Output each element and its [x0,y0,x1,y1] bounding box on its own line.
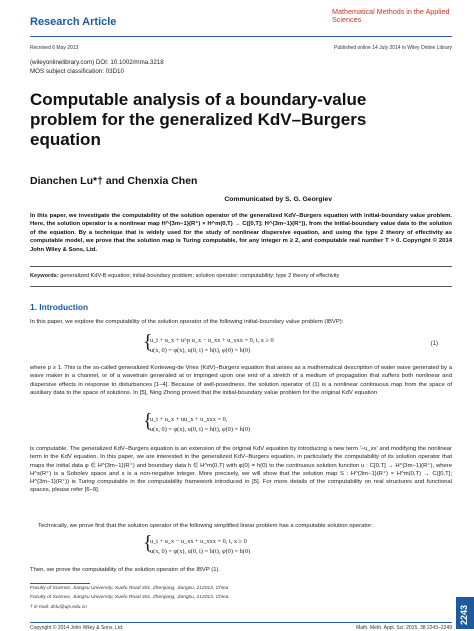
keywords [30,273,452,279]
copyright-notice: Copyright © 2014 John Wiley & Sons, Ltd. [30,625,124,631]
equation-2-line-2: u(x, 0) = φ(x), u(0, t) = h(t), φ(0) = h(0) [150,426,251,433]
keywords-bottom-rule [30,286,452,287]
equation-1-line-1: u_t + u_x + u^p u_x − u_xx + u_xxx = 0, t, x ≥ 0 [150,337,274,344]
footnote-affiliation-2: Faculty of Science, Jiangsu University, Xuefu Road 301, Zhenjiang, Jiangsu, 212013, China. [30,595,230,600]
keywords-label: Keywords: [30,273,59,279]
paper-title: Computable analysis of a boundary-value problem for the generalized KdV–Burgers equation [30,90,367,149]
intro-paragraph-5: Then, we prove the computability of the solution operator of the IBVP (1). [30,567,221,573]
citation-line: Math. Meth. Appl. Sci. 2015, 38 2243–2249 [356,625,452,631]
eq1-brace: { [143,331,153,353]
intro-paragraph-4: Technically, we prove first that the solution operator of the following simplified linear problem has a computable solution operator: [38,523,373,529]
msc-classification: MOS subject classification: 03D10 [30,68,124,75]
equation-3-line-1: u_t + u_x − u_xx + u_xxx = 0, t, x ≥ 0 [150,538,247,545]
equation-3-line-2: u(x, 0) = φ(x), u(0, t) = h(t), φ(0) = h(0) [150,548,251,555]
footnote-rule [30,583,90,584]
footnote-email[interactable]: † E-mail: dclu@ujs.edu.cn [30,605,87,610]
intro-paragraph-2: where p ≥ 1. This is the so-called generalized Korteweg-de Vries (KdV)–Burgers equation that arises as a mathematical description of water wave generated by a wave maker in a channel, or of a wavetrain generated at or impinged upon one end of a stretch of a medium of propagation that suffers both nonlinear and dispersive effects in response to disturbances [1–4]. Because of well-posedness, the solution operator of (1) is a nonlinear continuous map from the space of auxiliary data to the space of solutions. In [5], Ning Zhong proved that the initial-boundary value problem for the original KdV equation [30,365,452,396]
page-number: 2243 [459,604,469,625]
equation-2-line-1: u_t + u_x + uu_x + u_xxx = 0, [150,416,228,423]
communicated-by: Communicated by S. G. Georgiev [224,196,332,203]
intro-paragraph-1: In this paper, we explore the computability of the solution operator of the following initial-boundary value problem (IBVP): [30,319,344,325]
abstract: In this paper, we investigate the computability of the solution operator of the generalized KdV–Burgers equation with initial-boundary value problem. Here, the solution operator is a nonlinear map H^{3m−1}(R⁺) × H^m(0,T) → C([0,T]; H^{3m−1}(R⁺)), from the initial-boundary value data to the solution of the equation. By a technique that is widely used for the study of nonlinear dispersive equation, and using the type 2 theory of effectivity as computable model, we prove that the solution map is Turing computable, for any integer m ≥ 2, and computable real number T > 0. Copyright © 2014 John Wiley & Sons, Ltd. [30,213,452,253]
footer-rule [30,622,452,623]
keywords-text: generalized KdV-B equation; initial-boundary problem; solution operator; computability; type 2 theory of effectivity [60,273,340,279]
header-rule [30,36,452,37]
received-date: Received 6 May 2013 [30,45,79,51]
section-heading: 1. Introduction [30,302,89,312]
article-type-label: Research Article [30,16,117,28]
eq2-brace: { [143,410,153,432]
page-number-tab [456,597,474,629]
footnote-affiliation-1: Faculty of Science, Jiangsu University, Xuefu Road 301, Zhenjiang, Jiangsu, 212013, China [30,586,229,591]
published-date: Published online 14 July 2014 in Wiley Online Library [334,45,452,51]
doi-line[interactable]: (wileyonlinelibrary.com) DOI: 10.1002/mma.3218 [30,59,164,66]
keywords-top-rule [30,266,452,267]
eq3-brace: { [143,532,153,554]
intro-paragraph-3: is computable. The generalized KdV–Burgers equation is an extension of the original KdV equation by introducing a new term '−u_xx' and modifying the nonlinear term in the KdV equation. In this paper, we are interested in the generalized KdV–Burgers equation, in particularly the computability of its solution operator that maps the initial data φ ∈ H^{3m−1}(R⁺) and boundary data h ∈ H^m(0,T) with φ(0) = h(0) to the continuous solution function u : C[0,T] → H^{3m−1}(R⁺), where H^s(R⁺) is a Sobolev space and s is a non-negative integer. More precisely, we will show that the solution map S : H^{3m−1}(R⁺) × H^m(0,T) → C([0,T]; H^{3m−1}(R⁺)) is Turing computable in the computability framework introduced in [5]. For more details of the computability on real structures and functional spaces, please refer [6–9]. [30,446,452,494]
journal-name: Mathematical Methods in the Applied Sciences [332,7,450,25]
equation-1-number: (1) [430,341,438,347]
equation-1-line-2: u(x, 0) = φ(x), u(0, t) = h(t), φ(0) = h(0) [150,347,251,354]
authors: Dianchen Lu*† and Chenxia Chen [30,175,198,187]
